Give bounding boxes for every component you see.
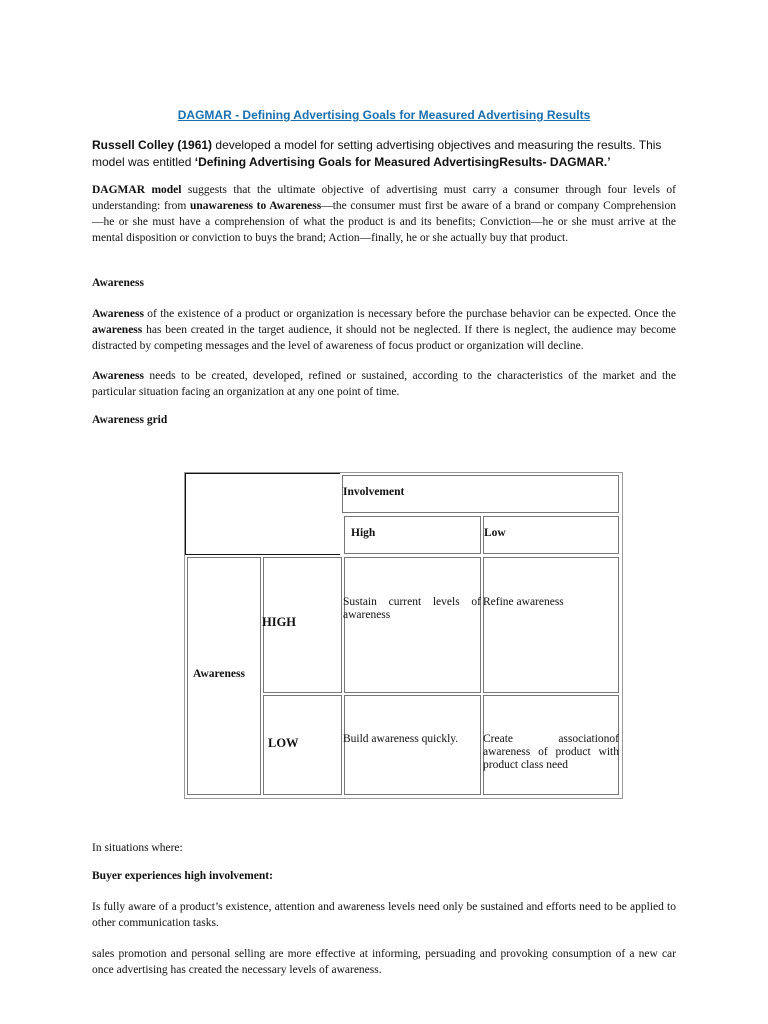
grid-cell-low-low — [483, 695, 619, 795]
dagmar-text-2: —the consumer must first be aware of a brand or company Comprehension—he or she must have a comprehension of what the product is and its benefits; Conviction—he or she must arrive at the mental disposition or conviction to buys the brand; Action—finally, he or she actually buy that product. — [92, 200, 677, 244]
grid-low-col-label: Low — [484, 527, 506, 539]
buyer-heading: Buyer experiences high involvement: — [92, 870, 273, 882]
grid-cell-high-high-text: Sustain current levels of awareness — [343, 596, 481, 621]
grid-awareness-row-label: Awareness — [193, 668, 245, 680]
grid-cell-low-high-text: Build awareness quickly. — [343, 733, 459, 745]
aw2-bold-1: Awareness — [92, 370, 144, 382]
grid-corner-cell — [185, 473, 340, 555]
grid-cell-high-low-text: Refine awareness — [483, 596, 564, 608]
aw1-text-1: of the existence of a product or organization is necessary before the purchase behavior can be expected. Once the — [143, 308, 676, 320]
grid-high-col-label: High — [351, 527, 376, 539]
situations-text: In situations where: — [92, 842, 183, 854]
grid-low-row-label: LOW — [268, 736, 299, 750]
grid-involvement-label: Involvement — [343, 486, 405, 498]
awareness-paragraph-1 — [92, 306, 676, 354]
awareness-heading: Awareness — [92, 277, 144, 289]
grid-low-col-cell — [483, 516, 619, 554]
intro-author: Russell Colley (1961) — [92, 138, 213, 152]
grid-cell-low-high — [344, 695, 481, 795]
dagmar-label: DAGMAR model — [92, 184, 182, 196]
aw1-text-2: has been created in the target audience, it should not be neglected. If there is neglect, the audience may become distracted by competing messages and the level of awareness of focus product or organization will decline. — [92, 324, 676, 352]
buyer-paragraph-2: sales promotion and personal selling are more effective at informing, persuading and provoking consumption of a new car once advertising has created the necessary levels of awareness. — [92, 948, 676, 976]
grid-cell-high-low — [483, 557, 619, 693]
grid-low-row-cell — [263, 695, 342, 795]
aw1-bold-1: Awareness — [92, 308, 144, 320]
buyer-paragraph-1: Is fully aware of a product’s existence, attention and awareness levels need only be sustained and efforts need to be applied to other communication tasks. — [92, 901, 676, 929]
aw1-bold-2: awareness — [92, 324, 143, 336]
grid-high-row-cell — [263, 557, 342, 693]
grid-cell-high-high — [344, 557, 481, 693]
intro-model-name: ‘Defining Advertising Goals for Measured AdvertisingResults- DAGMAR.’ — [194, 155, 611, 169]
page-title[interactable]: DAGMAR - Defining Advertising Goals for Measured Advertising Results — [177, 108, 591, 122]
intro-text: developed a model for setting advertising objectives and measuring the results. This model was entitled — [92, 138, 662, 169]
dagmar-text-1: suggests that the ultimate objective of advertising must carry a consumer through four levels of understanding: from — [92, 184, 676, 212]
awareness-grid-heading: Awareness grid — [92, 414, 168, 426]
grid-high-col-cell — [344, 516, 481, 554]
grid-awareness-row-cell — [187, 557, 261, 795]
grid-involvement-cell — [342, 475, 619, 513]
intro-paragraph — [92, 137, 676, 171]
dagmar-bold-2: unawareness to Awareness — [189, 200, 322, 212]
awareness-paragraph-2 — [92, 368, 676, 400]
dagmar-paragraph — [92, 182, 676, 246]
grid-high-row-label: HIGH — [262, 615, 297, 629]
grid-cell-low-low-text: Create associationof awareness of product with product class need — [483, 733, 619, 771]
aw2-text-1: needs to be created, developed, refined or sustained, according to the characteristics of the market and the particular situation facing an organization at any one point of time. — [92, 370, 676, 398]
